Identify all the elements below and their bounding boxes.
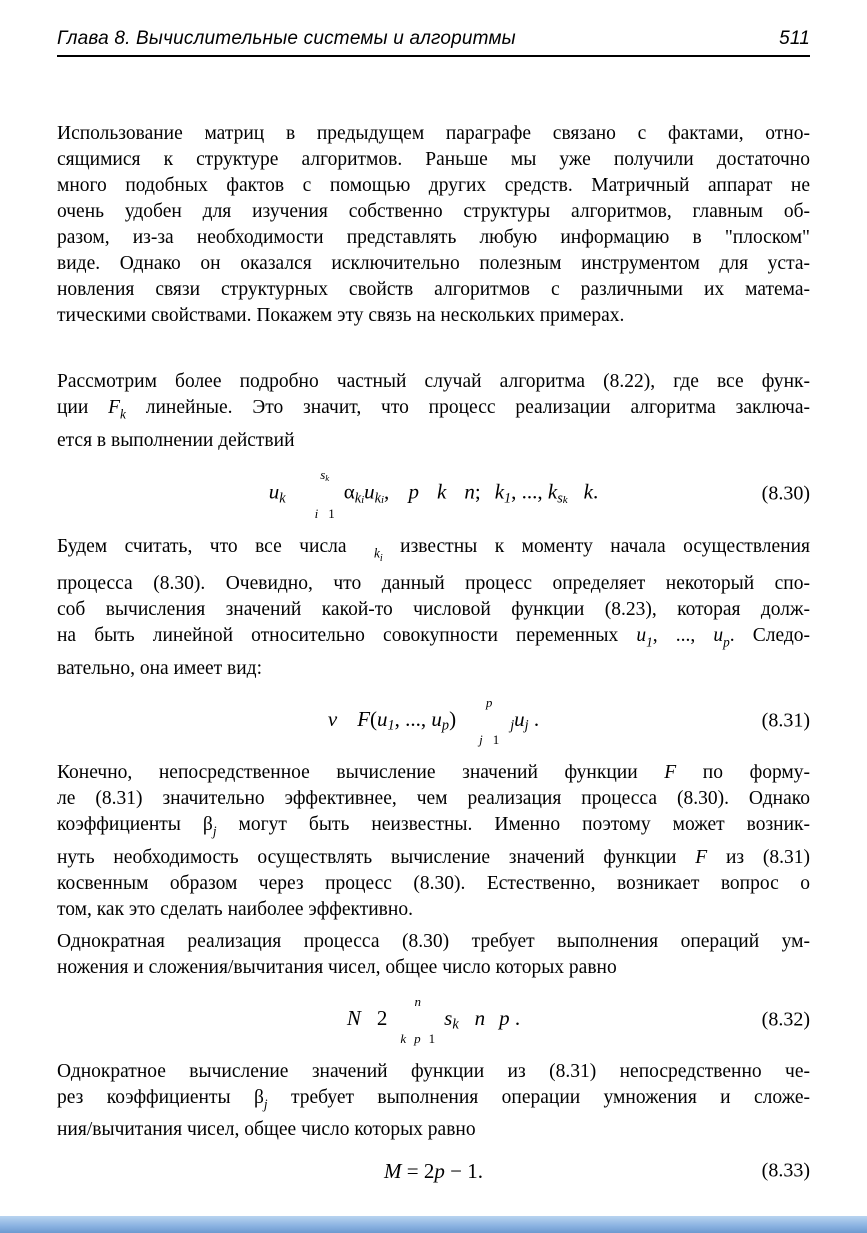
equation-8-33-expression: M = 2p − 1.	[384, 1159, 483, 1184]
paragraph-direct-computation	[57, 760, 810, 923]
equation-8-31-expression: v F(u1, ..., up) p j 1 juj .	[327, 695, 540, 748]
text-line: ется в выполнении действий	[57, 429, 295, 451]
text-line: на быть линейной относительно совокупности переменных $u_1$, ..., $u_p$. Следо-	[57, 625, 811, 651]
page-number: 511	[779, 28, 810, 49]
equation-8-33	[57, 1149, 810, 1192]
text-line: коэффициенты $\beta_j$ могут быть неизвестны. Именно поэтому может возник-	[57, 814, 811, 839]
paragraph-process-known	[57, 534, 810, 683]
equation-8-31-number: (8.31)	[761, 709, 810, 732]
paragraph-intro	[57, 121, 810, 329]
window-bottom-edge	[0, 1216, 867, 1233]
text-line: сящимися к структуре алгоритмов. Раньше мы уже получили достаточно	[57, 149, 810, 170]
text-line: ции $F_k$ линейные. Это значит, что процесс реализации алгоритма заключа-	[57, 397, 810, 422]
equation-8-33-number: (8.33)	[761, 1159, 810, 1182]
text-line: тическими свойствами. Покажем эту связь на нескольких примерах.	[57, 305, 625, 326]
sum-limits-stack: n k p 1	[400, 993, 436, 1046]
chapter-title: Глава 8. Вычислительные системы и алгоритмы	[57, 28, 516, 49]
header-rule	[57, 55, 810, 57]
text-line: косвенным образом через процесс (8.30). Естественно, возникает вопрос о	[57, 872, 810, 894]
equation-8-32-number: (8.32)	[761, 1008, 810, 1031]
text-line: вательно, она имеет вид:	[57, 658, 263, 680]
paragraph-single-evaluation	[57, 1059, 810, 1144]
equation-8-30	[57, 460, 810, 528]
text-line: много подобных фактов с помощью других средств. Матричный аппарат не	[57, 175, 810, 196]
text-line: новления связи структурных свойств алгоритмов с различными их матема-	[57, 279, 810, 300]
text-line: Однократная реализация процесса (8.30) требует выполнения операций ум-	[57, 930, 810, 952]
sum-limits-stack: p j 1	[479, 695, 500, 748]
text-line: Будем считать, что все числа $_{ki}$ известны к моменту начала осуществления	[57, 535, 810, 564]
text-line: процесса (8.30). Очевидно, что данный процесс определяет некоторый спо-	[57, 573, 810, 595]
text-line: ле (8.31) значительно эффективнее, чем реализация процесса (8.30). Однако	[57, 788, 810, 810]
text-line: том, как это сделать наиболее эффективно.	[57, 898, 413, 920]
text-line: ножения и сложения/вычитания чисел, общее число которых равно	[57, 956, 617, 978]
equation-8-32	[57, 987, 810, 1053]
equation-8-31	[57, 688, 810, 754]
text-line: Однократное вычисление значений функции из (8.31) непосредственно че-	[57, 1060, 810, 1082]
text-line: Использование матриц в предыдущем параграфе связано с фактами, отно-	[57, 123, 810, 144]
paragraph-single-realization	[57, 929, 810, 981]
text-line: очень удобен для изучения собственно структуры алгоритмов, главным об-	[57, 201, 810, 222]
text-line: рез коэффициенты $\beta_j$ требует выполнения операции умножения и сложе-	[57, 1086, 810, 1112]
text-line: разом, из-за необходимости представлять любую информацию в "плоском"	[57, 227, 810, 248]
equation-8-32-expression: N 2 n k p 1 sk n p .	[346, 993, 521, 1046]
page-body	[0, 121, 867, 1192]
text-line: соб вычисления значений какой-то числовой функции (8.23), которая долж-	[57, 599, 810, 621]
page-header	[0, 0, 867, 57]
equation-8-30-number: (8.30)	[761, 482, 810, 505]
equation-8-30-expression: uk sk i 1 $\alpha k_iuk_i$, p k n; k1, ..., $ks_k$ k.	[268, 466, 599, 521]
paragraph-linear-case	[57, 369, 810, 454]
text-line: Рассмотрим более подробно частный случай алгоритма (8.22), где все функ-	[57, 371, 810, 392]
text-line: виде. Однако он оказался исключительно полезным инструментом для уста-	[57, 253, 810, 274]
sum-limits-stack: sk i 1	[314, 466, 335, 521]
text-line: ния/вычитания чисел, общее число которых равно	[57, 1119, 476, 1141]
text-line: Конечно, непосредственное вычисление значений функции F по форму-	[57, 762, 810, 784]
text-line: нуть необходимость осуществлять вычисление значений функции F из (8.31)	[57, 846, 810, 868]
